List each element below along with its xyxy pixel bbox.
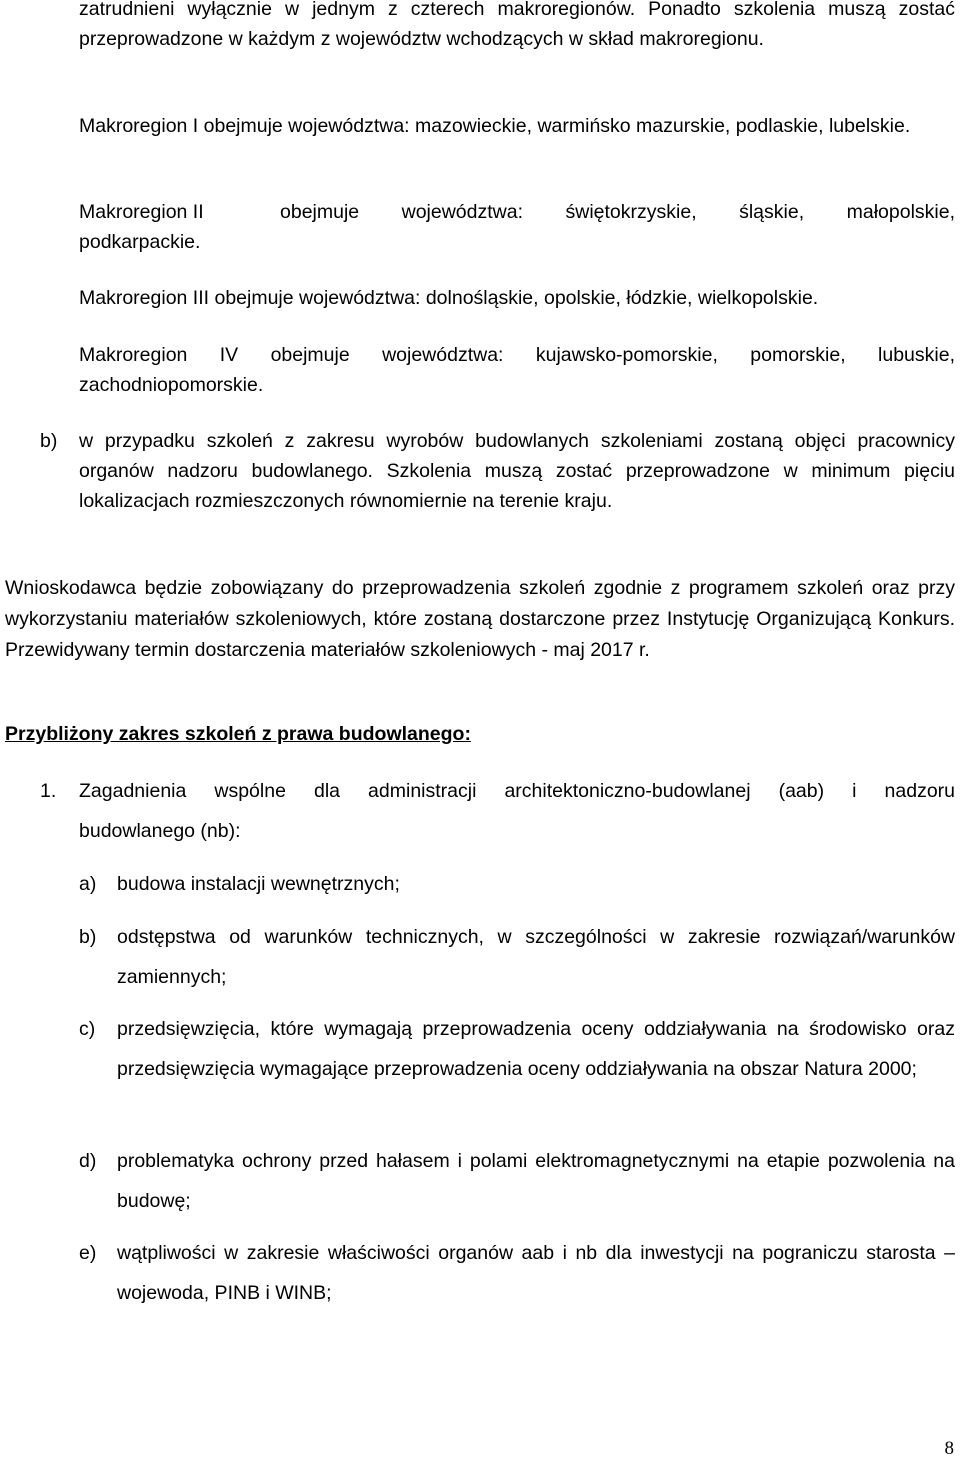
wnioskodawca-paragraph: Wnioskodawca będzie zobowiązany do przeprowadzenia szkoleń zgodnie z programem szkoleń oraz przy wykorzystaniu materiałów szkoleniowych, które zostaną dostarczone przez Instytucję Organizującą Konkurs. Przewidywany termin dostarczenia materiałów szkoleniowych - maj 2017 r.: [5, 577, 955, 661]
makroregion-4-paragraph: Makroregion IV obejmuje województwa: kujawsko-pomorskie, pomorskie, lubuskie, zachodniopomorskie.: [79, 344, 955, 396]
subitem-c-text: przedsięwzięcia, które wymagają przeprowadzenia oceny oddziaływania na środowisko oraz przedsięwzięcia wymagające przeprowadzenia oceny oddziaływania na obszar Natura 2000;: [117, 1018, 955, 1080]
subitem-d-text: problematyka ochrony przed hałasem i polami elektromagnetycznymi na etapie pozwolenia na budowę;: [117, 1150, 955, 1212]
list-item-1-title: Zagadnienia wspólne dla administracji architektoniczno-budowlanej (aab) i nadzoru: [79, 780, 955, 802]
makroregion-2-text: obejmuje województwa: świętokrzyskie, śląskie, małopolskie,: [280, 201, 955, 223]
makroregion-2-label: Makroregion II: [79, 201, 204, 223]
list-item-1-marker: 1.: [40, 780, 57, 802]
subitem-c-marker: c): [79, 1018, 96, 1040]
item-b-marker: b): [40, 430, 58, 452]
subitem-e-marker: e): [79, 1242, 97, 1264]
page-number: 8: [944, 1438, 954, 1459]
list-item-1-title-continuation: budowlanego (nb):: [79, 820, 241, 842]
makroregion-2-continuation: podkarpackie.: [79, 231, 201, 253]
intro-continuation: zatrudnieni wyłącznie w jednym z czterech makroregionów. Ponadto szkolenia muszą zostać przeprowadzone w każdym z województw wchodzących w skład makroregionu.: [79, 0, 955, 50]
subitem-b-marker: b): [79, 926, 97, 948]
subitem-d-marker: d): [79, 1150, 97, 1172]
subitem-e-text: wątpliwości w zakresie właściwości organów aab i nb dla inwestycji na pograniczu starosta – wojewoda, PINB i WINB;: [117, 1242, 955, 1304]
subitem-a-marker: a): [79, 873, 97, 895]
subitem-b-text: odstępstwa od warunków technicznych, w szczególności w zakresie rozwiązań/warunków zamiennych;: [117, 926, 955, 988]
item-b-text: w przypadku szkoleń z zakresu wyrobów budowlanych szkoleniami zostaną objęci pracownicy organów nadzoru budowlanego. Szkolenia muszą zostać przeprowadzone w minimum pięciu lokalizacjach rozmieszczonych równomiernie na terenie kraju.: [79, 430, 955, 512]
section-heading: Przybliżony zakres szkoleń z prawa budowlanego:: [5, 723, 471, 745]
makroregion-1-paragraph: Makroregion I obejmuje województwa: mazowieckie, warmińsko mazurskie, podlaskie, lubelskie.: [79, 115, 911, 137]
subitem-a-text: budowa instalacji wewnętrznych;: [117, 873, 400, 895]
makroregion-3-paragraph: Makroregion III obejmuje województwa: dolnośląskie, opolskie, łódzkie, wielkopolskie.: [79, 287, 819, 309]
